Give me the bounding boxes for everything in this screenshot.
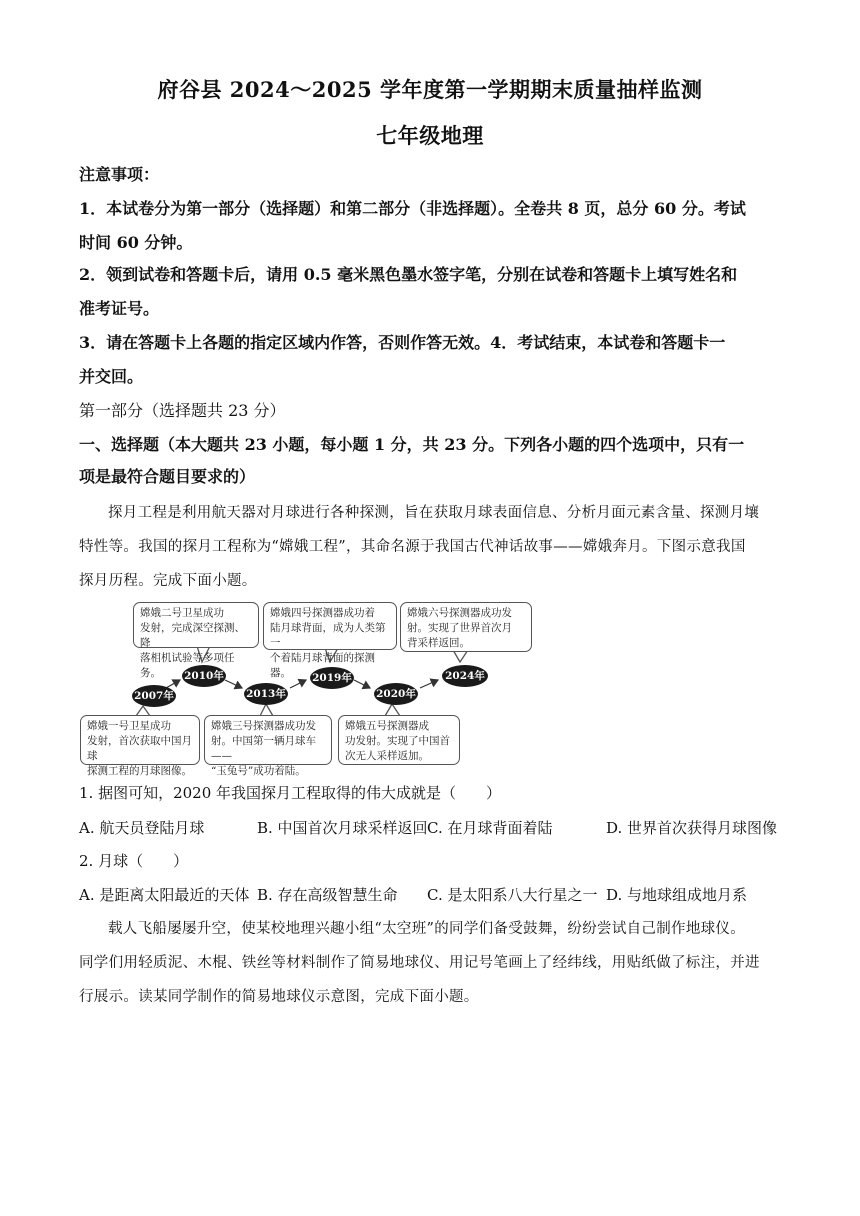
box-line: 次无人采样返加。 — [345, 750, 429, 762]
passage-1-line-3: 探月历程。完成下面小题。 — [79, 573, 257, 589]
question-1-option-a: A. 航天员登陆月球 — [79, 819, 205, 837]
question-2-option-d: D. 与地球组成地月系 — [606, 886, 748, 904]
box-line: 嫦娥六号探测器成功发 — [407, 607, 512, 619]
year-2013: 2013年 — [244, 683, 288, 705]
notice-item-1-line-1: 1．本试卷分为第一部分（选择题）和第二部分（非选择题）。全卷共 8 页，总分 60 分。考试 — [79, 199, 746, 218]
lunar-exploration-timeline — [80, 600, 540, 777]
exam-subtitle: 七年级地理 — [376, 123, 484, 148]
passage-2-line-3: 行展示。读某同学制作的简易地球仪示意图，完成下面小题。 — [79, 989, 479, 1005]
timeline-box-chang-e-5 — [338, 715, 460, 765]
passage-2-line-2: 同学们用轻质泥、木棍、铁丝等材料制作了简易地球仪、用记号笔画上了经纬线，用贴纸做了标注，并进 — [79, 955, 760, 971]
exam-title: 府谷县 2024～2025 学年度第一学期期末质量抽样监测 — [157, 77, 703, 102]
box-line: 陆月球背面，成为人类第一 — [270, 622, 386, 649]
box-line: 嫦娥一号卫星成功 — [87, 720, 171, 732]
box-line: 背采样返回。 — [407, 637, 470, 649]
notice-item-3-line-2: 并交回。 — [79, 367, 144, 386]
timeline-box-chang-e-1 — [80, 715, 200, 777]
year-2020: 2020年 — [374, 683, 418, 705]
year-2010: 2010年 — [182, 665, 226, 687]
year-2019: 2019年 — [310, 667, 354, 689]
year-2007: 2007年 — [132, 685, 176, 707]
question-1-option-c: C. 在月球背面着陆 — [427, 819, 553, 837]
question-1-option-b: B. 中国首次月球采样返回 — [257, 819, 428, 837]
passage-1-line-2: 特性等。我国的探月工程称为“嫦娥工程”，其命名源于我国古代神话故事——嫦娥奔月。下图示意我国 — [79, 539, 746, 555]
timeline-box-chang-e-6 — [400, 602, 532, 652]
passage-2-line-1: 载人飞船屡屡升空，使某校地理兴趣小组“太空班”的同学们备受鼓舞，纷纷尝试自己制作地球仪。 — [108, 921, 746, 937]
box-line: 功发射。实现了中国首 — [345, 735, 450, 747]
box-line: 嫦娥五号探测器成 — [345, 720, 429, 732]
passage-1-line-1: 探月工程是利用航天器对月球进行各种探测，旨在获取月球表面信息、分析月面元素含量、探测月壤 — [108, 505, 760, 521]
question-2-option-b: B. 存在高级智慧生命 — [257, 886, 398, 904]
box-line: 嫦娥三号探测器成功发 — [211, 720, 316, 732]
box-line: 探测工程的月球图像。 — [87, 765, 192, 777]
notice-item-1-line-2: 时间 60 分钟。 — [79, 233, 193, 252]
box-line: 射。中国第一辆月球车—— — [211, 735, 316, 762]
part1-heading: 第一部分（选择题共 23 分） — [79, 401, 286, 420]
box-line: 发射，完成深空探测、降 — [140, 622, 245, 649]
notice-heading: 注意事项： — [79, 165, 160, 184]
timeline-box-chang-e-3 — [204, 715, 332, 777]
notice-item-2-line-1: 2．领到试卷和答题卡后，请用 0.5 毫米黑色墨水签字笔，分别在试卷和答题卡上填写姓名和 — [79, 265, 738, 284]
box-line: 射。实现了世界首次月 — [407, 622, 512, 634]
section-heading-line-1: 一、选择题（本大题共 23 小题，每小题 1 分，共 23 分。下列各小题的四个选项中，只有一 — [79, 435, 745, 454]
box-line: 落相机试验等多项任务。 — [140, 652, 235, 679]
question-2-stem: 2. 月球（ ） — [79, 852, 189, 870]
question-2-option-c: C. 是太阳系八大行星之一 — [427, 886, 598, 904]
question-1-option-d: D. 世界首次获得月球图像 — [606, 819, 778, 837]
box-line: 嫦娥二号卫星成功 — [140, 607, 224, 619]
notice-item-3-line-1: 3．请在答题卡上各题的指定区域内作答，否则作答无效。4．考试结束，本试卷和答题卡一 — [79, 333, 726, 352]
box-line: “玉兔号”成功着陆。 — [211, 765, 306, 777]
year-2024: 2024年 — [442, 665, 488, 687]
question-2-option-a: A. 是距离太阳最近的天体 — [79, 886, 250, 904]
box-line: 发射，首次获取中国月球 — [87, 735, 192, 762]
section-heading-line-2: 项是最符合题目要求的） — [79, 467, 256, 486]
box-line: 嫦娥四号探测器成功着 — [270, 607, 375, 619]
notice-item-2-line-2: 准考证号。 — [79, 299, 160, 318]
box-line: 个着陆月球背面的探测器。 — [270, 652, 375, 679]
question-1-stem: 1. 据图可知，2020 年我国探月工程取得的伟大成就是（ ） — [79, 784, 502, 802]
